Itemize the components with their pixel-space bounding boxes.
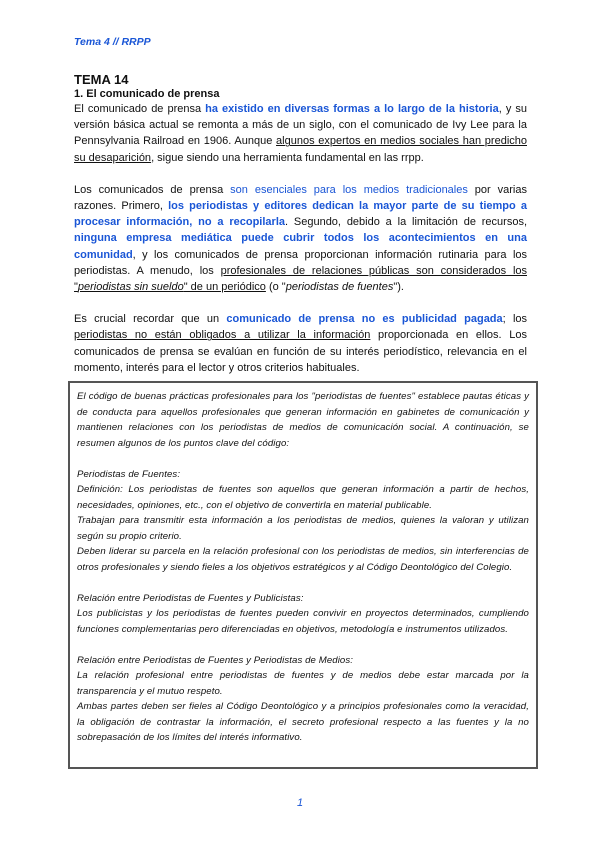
text: Los comunicados de prensa	[74, 183, 231, 196]
underlined-text: " de un periódico	[183, 281, 266, 294]
highlight-text: ninguna empresa mediática puede cubrir todos los acontecimientos en una comunidad	[74, 232, 527, 261]
underlined-text: profesionales de relaciones públicas son considerados los "	[74, 264, 527, 294]
highlight-text: son esenciales para los medios tradicionales	[230, 183, 468, 196]
italic-text: periodistas de fuentes	[285, 281, 394, 294]
section-title: 1. El comunicado de prensa	[74, 88, 220, 100]
text: . Segundo, debido a la limitación de recursos,	[285, 216, 527, 229]
document-body	[74, 72, 527, 376]
text: por varias razones. Primero,	[74, 183, 527, 213]
box-section-title: Periodistas de Fuentes:	[77, 468, 181, 480]
box-text: Los publicistas y los periodistas de fuentes pueden convivir en proyectos determinados, cumpliendo funciones complementarias pero diferenciadas en objetivos, metodología e instrumentos utilizados.	[77, 608, 529, 635]
paragraph-3	[74, 311, 527, 376]
text: Es crucial recordar que un	[74, 313, 227, 326]
box-text: Deben liderar su parcela en la relación profesional con los periodistas de medios, sin interferencias de otros profesionales y siendo fieles a los objetivos estratégicos y al Código Deontológico del Colegio.	[77, 546, 529, 573]
highlight-text: los periodistas y editores dedican la mayor parte de su tiempo a procesar información, no a recopilarla	[74, 200, 527, 229]
text: , y su versión básica actual se remonta a más de un siglo, con el comunicado de Ivy Lee para la Pennsylvania Railroad en 1906. Aunque	[74, 103, 528, 148]
code-of-practice-box	[68, 381, 538, 769]
running-header: Tema 4 // RRPP	[74, 36, 151, 48]
text: ; los	[502, 313, 528, 326]
text: , y los comunicados de prensa proporcionan información rutinaria para los periodistas. A menudo, los	[74, 248, 527, 277]
box-text: Ambas partes deben ser fieles al Código Deontológico y a principios profesionales como la veracidad, la obligación de contrastar la información, el secreto profesional respecto a las fuentes y la no sobrepasación de los límites del interés informativo.	[77, 701, 529, 743]
underlined-italic-text: periodistas sin sueldo	[77, 281, 184, 294]
box-text: La relación profesional entre periodistas de fuentes y de medios debe estar marcada por la transparencia y el mutuo respeto.	[77, 670, 529, 697]
paragraph-1	[74, 101, 527, 166]
text: (o "	[265, 281, 286, 294]
underlined-text: periodistas no están obligados a utilizar la información	[74, 329, 371, 342]
box-text: Definición: Los periodistas de fuentes son aquellos que generan información a partir de hechos, necesidades, opiniones, etc., con el objetivo de convertirla en material publicable.	[77, 484, 529, 511]
spacer	[77, 575, 529, 591]
text: El comunicado de prensa	[74, 103, 206, 115]
spacer	[77, 451, 529, 467]
text: ").	[393, 281, 404, 294]
text: , sigue siendo una herramienta fundamental en las rrpp.	[151, 151, 424, 164]
box-section-title: Relación entre Periodistas de Fuentes y Periodistas de Medios:	[77, 654, 354, 666]
page-number: 1	[296, 797, 304, 809]
highlight-text: ha existido en diversas formas a lo largo de la historia	[205, 103, 499, 115]
spacer	[77, 637, 529, 653]
box-text: Trabajan para transmitir esta información a los periodistas de medios, quienes la valoran y utilizan según su propio criterio.	[77, 515, 529, 542]
box-section-title: Relación entre Periodistas de Fuentes y Publicistas:	[77, 592, 304, 604]
box-intro: El código de buenas prácticas profesionales para los "periodistas de fuentes" establece pautas éticas y de conducta para aquellos profesionales que generan información en gabinetes de comunicación y mantienen relaciones con los periodistas de medios de comunicación social. A continuación, se resumen algunos de los puntos clave del código:	[77, 391, 529, 449]
text: proporcionada en ellos. Los comunicados de prensa se evalúan en función de su interés periodístico, relevancia en el momento, interés para el lector y otros criterios habituales.	[74, 329, 527, 374]
highlight-text: comunicado de prensa no es publicidad pagada	[226, 313, 503, 326]
paragraph-2	[74, 182, 527, 295]
tema-title: TEMA 14	[74, 72, 129, 87]
underlined-text: algunos expertos en medios sociales han predicho su desaparición	[74, 135, 527, 164]
